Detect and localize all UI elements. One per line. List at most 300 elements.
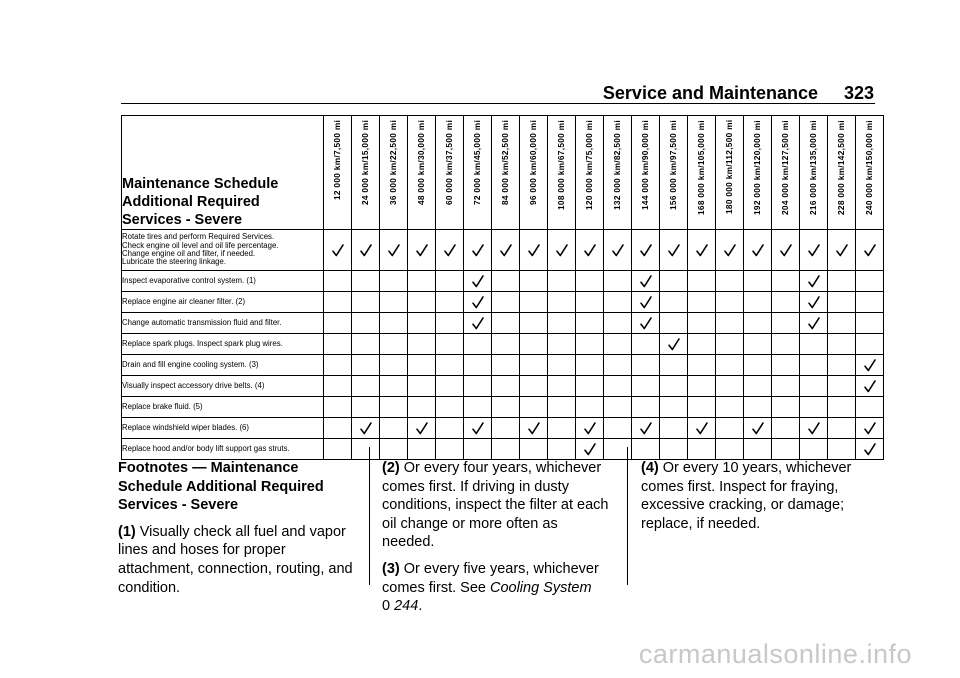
interval-label: 216 000 km/135,000 mi bbox=[808, 120, 818, 215]
checkmark-icon bbox=[828, 244, 855, 257]
schedule-cell bbox=[380, 230, 408, 271]
service-task-line: Replace spark plugs. Inspect spark plug wires. bbox=[122, 338, 283, 348]
interval-header bbox=[576, 116, 604, 230]
footnote-4 bbox=[641, 459, 873, 533]
schedule-cell bbox=[828, 397, 856, 418]
schedule-cell bbox=[464, 230, 492, 271]
checkmark-icon bbox=[800, 244, 827, 257]
schedule-cell bbox=[492, 376, 520, 397]
schedule-cell bbox=[408, 230, 436, 271]
schedule-cell bbox=[856, 418, 884, 439]
schedule-cell bbox=[464, 292, 492, 313]
interval-label: 84 000 km/52,500 mi bbox=[500, 120, 510, 206]
schedule-cell bbox=[660, 313, 688, 334]
interval-label: 48 000 km/30,000 mi bbox=[416, 120, 426, 206]
table-row bbox=[122, 230, 884, 271]
schedule-cell bbox=[408, 334, 436, 355]
schedule-cell bbox=[856, 355, 884, 376]
schedule-cell bbox=[408, 271, 436, 292]
service-task-line: Check engine oil level and oil life percentage. bbox=[122, 240, 279, 250]
checkmark-icon bbox=[856, 422, 883, 435]
interval-label: 240 000 km/150,000 mi bbox=[864, 120, 874, 215]
schedule-cell bbox=[688, 292, 716, 313]
schedule-cell bbox=[660, 334, 688, 355]
interval-header bbox=[828, 116, 856, 230]
schedule-cell bbox=[716, 439, 744, 460]
schedule-cell bbox=[772, 376, 800, 397]
checkmark-icon bbox=[632, 422, 659, 435]
schedule-cell bbox=[828, 271, 856, 292]
schedule-cell bbox=[828, 355, 856, 376]
checkmark-icon bbox=[688, 422, 715, 435]
schedule-cell bbox=[548, 355, 576, 376]
schedule-cell bbox=[464, 313, 492, 334]
schedule-cell bbox=[520, 397, 548, 418]
schedule-cell bbox=[436, 397, 464, 418]
checkmark-icon bbox=[576, 244, 603, 257]
checkmark-icon bbox=[408, 244, 435, 257]
schedule-cell bbox=[352, 376, 380, 397]
schedule-cell bbox=[380, 334, 408, 355]
schedule-cell bbox=[604, 334, 632, 355]
schedule-cell bbox=[800, 292, 828, 313]
interval-header bbox=[408, 116, 436, 230]
interval-label: 156 000 km/97,500 mi bbox=[668, 120, 678, 210]
footnote-text: Visually check all fuel and vapor lines and hoses for proper attachment, connection, routing, and condition. bbox=[118, 523, 353, 596]
schedule-cell bbox=[604, 418, 632, 439]
schedule-cell bbox=[716, 334, 744, 355]
header-rule bbox=[121, 103, 875, 104]
table-row bbox=[122, 334, 884, 355]
schedule-cell bbox=[856, 230, 884, 271]
interval-header bbox=[352, 116, 380, 230]
checkmark-icon bbox=[856, 359, 883, 372]
schedule-cell bbox=[800, 397, 828, 418]
schedule-cell bbox=[744, 376, 772, 397]
schedule-cell bbox=[380, 313, 408, 334]
schedule-cell bbox=[744, 355, 772, 376]
schedule-cell bbox=[744, 418, 772, 439]
schedule-cell bbox=[800, 439, 828, 460]
schedule-cell bbox=[520, 439, 548, 460]
schedule-cell bbox=[744, 313, 772, 334]
schedule-cell bbox=[576, 230, 604, 271]
checkmark-icon bbox=[520, 422, 547, 435]
table-title bbox=[122, 116, 324, 230]
footnote-number: (4) bbox=[641, 460, 659, 476]
schedule-cell bbox=[436, 292, 464, 313]
schedule-cell bbox=[492, 292, 520, 313]
schedule-cell bbox=[380, 439, 408, 460]
schedule-cell bbox=[604, 397, 632, 418]
schedule-body bbox=[122, 230, 884, 460]
checkmark-icon bbox=[688, 244, 715, 257]
schedule-cell bbox=[856, 397, 884, 418]
schedule-cell bbox=[548, 271, 576, 292]
schedule-cell bbox=[660, 376, 688, 397]
schedule-cell bbox=[352, 334, 380, 355]
schedule-cell bbox=[548, 418, 576, 439]
schedule-cell bbox=[492, 418, 520, 439]
schedule-cell bbox=[660, 439, 688, 460]
page-ref-arrow-icon: 0 bbox=[382, 598, 391, 615]
service-task bbox=[122, 313, 324, 334]
schedule-cell bbox=[548, 334, 576, 355]
schedule-cell bbox=[604, 376, 632, 397]
service-task bbox=[122, 230, 324, 271]
footnote-text: Or every four years, whichever comes first. If driving in dusty conditions, inspect the filter at each oil change or more often as needed. bbox=[382, 460, 609, 551]
schedule-cell bbox=[548, 439, 576, 460]
interval-label: 72 000 km/45,000 mi bbox=[472, 120, 482, 206]
schedule-cell bbox=[744, 292, 772, 313]
service-task-line: Visually inspect accessory drive belts. (4) bbox=[122, 380, 265, 390]
schedule-cell bbox=[688, 376, 716, 397]
schedule-cell bbox=[604, 230, 632, 271]
schedule-cell bbox=[492, 439, 520, 460]
table-row bbox=[122, 439, 884, 460]
schedule-cell bbox=[688, 397, 716, 418]
interval-label: 204 000 km/127,500 mi bbox=[780, 120, 790, 215]
schedule-cell bbox=[408, 313, 436, 334]
cooling-system-link[interactable]: Cooling System bbox=[489, 579, 592, 596]
checkmark-icon bbox=[800, 275, 827, 288]
schedule-cell bbox=[604, 355, 632, 376]
footnote-number: (3) bbox=[382, 560, 400, 577]
schedule-cell bbox=[856, 439, 884, 460]
schedule-cell bbox=[408, 376, 436, 397]
schedule-cell bbox=[716, 397, 744, 418]
footnote-text: Or every five years, whichever comes first. See bbox=[382, 560, 599, 596]
schedule-cell bbox=[324, 230, 352, 271]
schedule-cell bbox=[716, 230, 744, 271]
schedule-cell bbox=[744, 334, 772, 355]
schedule-cell bbox=[828, 292, 856, 313]
schedule-cell bbox=[800, 313, 828, 334]
footnotes-column-2 bbox=[382, 459, 614, 624]
schedule-cell bbox=[324, 439, 352, 460]
checkmark-icon bbox=[856, 244, 883, 257]
schedule-cell bbox=[632, 271, 660, 292]
schedule-cell bbox=[324, 355, 352, 376]
interval-header bbox=[772, 116, 800, 230]
interval-label: 192 000 km/120,000 mi bbox=[752, 120, 762, 215]
schedule-cell bbox=[520, 292, 548, 313]
interval-label: 132 000 km/82,500 mi bbox=[612, 120, 622, 210]
table-title-line: Maintenance Schedule bbox=[122, 176, 279, 192]
schedule-cell bbox=[744, 439, 772, 460]
schedule-cell bbox=[520, 334, 548, 355]
service-task-line: Change engine oil and filter, if needed. bbox=[122, 249, 256, 258]
checkmark-icon bbox=[352, 422, 379, 435]
schedule-cell bbox=[464, 418, 492, 439]
footnote-1 bbox=[118, 523, 358, 597]
service-task bbox=[122, 439, 324, 460]
schedule-cell bbox=[464, 271, 492, 292]
interval-header bbox=[324, 116, 352, 230]
table-row bbox=[122, 397, 884, 418]
schedule-cell bbox=[324, 292, 352, 313]
schedule-cell bbox=[576, 292, 604, 313]
schedule-cell bbox=[436, 230, 464, 271]
schedule-cell bbox=[408, 439, 436, 460]
schedule-cell bbox=[324, 418, 352, 439]
checkmark-icon bbox=[492, 244, 519, 257]
checkmark-icon bbox=[632, 317, 659, 330]
schedule-cell bbox=[604, 313, 632, 334]
schedule-cell bbox=[352, 397, 380, 418]
checkmark-icon bbox=[856, 380, 883, 393]
checkmark-icon bbox=[464, 275, 491, 288]
checkmark-icon bbox=[632, 296, 659, 309]
service-task-line: Replace engine air cleaner filter. (2) bbox=[122, 296, 246, 306]
schedule-cell bbox=[632, 418, 660, 439]
schedule-cell bbox=[520, 313, 548, 334]
checkmark-icon bbox=[576, 443, 603, 456]
service-task-line: Inspect evaporative control system. (1) bbox=[122, 275, 256, 285]
interval-label: 96 000 km/60,000 mi bbox=[528, 120, 538, 206]
header-title: Service and Maintenance bbox=[602, 83, 818, 103]
schedule-cell bbox=[688, 418, 716, 439]
schedule-cell bbox=[716, 313, 744, 334]
interval-header bbox=[436, 116, 464, 230]
checkmark-icon bbox=[660, 244, 687, 257]
schedule-cell bbox=[604, 271, 632, 292]
schedule-cell bbox=[632, 376, 660, 397]
schedule-cell bbox=[380, 355, 408, 376]
schedule-cell bbox=[716, 418, 744, 439]
service-task-line: Drain and fill engine cooling system. (3) bbox=[122, 359, 259, 369]
schedule-cell bbox=[436, 355, 464, 376]
schedule-cell bbox=[660, 355, 688, 376]
schedule-cell bbox=[464, 376, 492, 397]
schedule-cell bbox=[352, 439, 380, 460]
schedule-cell bbox=[856, 292, 884, 313]
schedule-cell bbox=[772, 230, 800, 271]
table-row bbox=[122, 313, 884, 334]
checkmark-icon bbox=[800, 317, 827, 330]
checkmark-icon bbox=[800, 296, 827, 309]
checkmark-icon bbox=[436, 244, 463, 257]
schedule-cell bbox=[856, 313, 884, 334]
schedule-cell bbox=[856, 271, 884, 292]
interval-label: 12 000 km/7,500 mi bbox=[332, 120, 342, 201]
page-ref-number[interactable]: 244 bbox=[394, 598, 419, 615]
schedule-cell bbox=[436, 376, 464, 397]
schedule-cell bbox=[576, 271, 604, 292]
schedule-cell bbox=[436, 334, 464, 355]
schedule-cell bbox=[856, 376, 884, 397]
schedule-cell bbox=[380, 397, 408, 418]
footnote-end: . bbox=[418, 598, 423, 615]
schedule-cell bbox=[744, 230, 772, 271]
schedule-cell bbox=[492, 313, 520, 334]
schedule-cell bbox=[520, 230, 548, 271]
checkmark-icon bbox=[632, 244, 659, 257]
schedule-cell bbox=[716, 271, 744, 292]
interval-label: 24 000 km/15,000 mi bbox=[360, 120, 370, 206]
schedule-cell bbox=[464, 397, 492, 418]
schedule-cell bbox=[688, 271, 716, 292]
schedule-cell bbox=[352, 355, 380, 376]
watermark: carmanualsonline.info bbox=[638, 639, 912, 669]
schedule-cell bbox=[744, 271, 772, 292]
checkmark-icon bbox=[352, 244, 379, 257]
schedule-cell bbox=[800, 355, 828, 376]
table-row bbox=[122, 292, 884, 313]
footnote-number: (2) bbox=[382, 460, 400, 476]
schedule-cell bbox=[408, 292, 436, 313]
interval-header bbox=[380, 116, 408, 230]
service-task-line: Lubricate the steering linkage. bbox=[122, 257, 227, 267]
column-divider bbox=[369, 447, 370, 585]
schedule-cell bbox=[772, 271, 800, 292]
schedule-cell bbox=[380, 271, 408, 292]
service-task bbox=[122, 376, 324, 397]
schedule-cell bbox=[800, 376, 828, 397]
interval-label: 228 000 km/142,500 mi bbox=[836, 120, 846, 215]
interval-header bbox=[604, 116, 632, 230]
table-row bbox=[122, 355, 884, 376]
column-divider bbox=[627, 447, 628, 585]
footnote-3 bbox=[382, 560, 614, 616]
interval-header bbox=[716, 116, 744, 230]
schedule-cell bbox=[548, 376, 576, 397]
footnotes-column-1 bbox=[118, 459, 358, 605]
schedule-cell bbox=[688, 230, 716, 271]
schedule-cell bbox=[632, 230, 660, 271]
schedule-cell bbox=[772, 418, 800, 439]
page-number: 323 bbox=[843, 83, 874, 103]
schedule-cell bbox=[380, 292, 408, 313]
schedule-cell bbox=[660, 230, 688, 271]
checkmark-icon bbox=[464, 422, 491, 435]
interval-header bbox=[744, 116, 772, 230]
schedule-cell bbox=[828, 334, 856, 355]
schedule-cell bbox=[632, 355, 660, 376]
schedule-cell bbox=[828, 418, 856, 439]
schedule-cell bbox=[800, 418, 828, 439]
schedule-cell bbox=[464, 334, 492, 355]
interval-label: 120 000 km/75,000 mi bbox=[584, 120, 594, 210]
footnotes-title: Footnotes — Maintenance Schedule Additional Required Services - Severe bbox=[118, 460, 324, 514]
interval-header bbox=[632, 116, 660, 230]
checkmark-icon bbox=[324, 244, 351, 257]
schedule-cell bbox=[352, 313, 380, 334]
schedule-cell bbox=[436, 313, 464, 334]
schedule-cell bbox=[324, 334, 352, 355]
maintenance-schedule-table bbox=[121, 115, 884, 460]
checkmark-icon bbox=[548, 244, 575, 257]
table-row bbox=[122, 376, 884, 397]
checkmark-icon bbox=[856, 443, 883, 456]
schedule-cell bbox=[520, 376, 548, 397]
schedule-cell bbox=[520, 271, 548, 292]
checkmark-icon bbox=[744, 244, 771, 257]
interval-header bbox=[800, 116, 828, 230]
footnote-text: Or every 10 years, whichever comes first. Inspect for fraying, excessive cracking, or damage; replace, if needed. bbox=[641, 460, 852, 532]
schedule-cell bbox=[408, 418, 436, 439]
schedule-cell bbox=[772, 313, 800, 334]
table-row bbox=[122, 418, 884, 439]
schedule-cell bbox=[352, 230, 380, 271]
footnote-2 bbox=[382, 459, 614, 552]
table-title-line: Additional Required bbox=[122, 194, 260, 210]
service-task bbox=[122, 271, 324, 292]
schedule-cell bbox=[380, 418, 408, 439]
schedule-cell bbox=[576, 334, 604, 355]
schedule-cell bbox=[716, 376, 744, 397]
schedule-cell bbox=[380, 376, 408, 397]
schedule-cell bbox=[688, 439, 716, 460]
service-task-line: Rotate tires and perform Required Services. bbox=[122, 232, 275, 242]
schedule-cell bbox=[772, 397, 800, 418]
service-task bbox=[122, 418, 324, 439]
schedule-cell bbox=[660, 397, 688, 418]
schedule-cell bbox=[828, 376, 856, 397]
interval-header bbox=[520, 116, 548, 230]
schedule-cell bbox=[772, 334, 800, 355]
schedule-cell bbox=[492, 355, 520, 376]
schedule-cell bbox=[772, 439, 800, 460]
schedule-cell bbox=[436, 418, 464, 439]
interval-label: 108 000 km/67,500 mi bbox=[556, 120, 566, 210]
footnote-number: (1) bbox=[118, 523, 136, 540]
schedule-cell bbox=[716, 292, 744, 313]
checkmark-icon bbox=[464, 244, 491, 257]
schedule-cell bbox=[548, 313, 576, 334]
schedule-cell bbox=[436, 439, 464, 460]
schedule-cell bbox=[632, 439, 660, 460]
checkmark-icon bbox=[464, 317, 491, 330]
checkmark-icon bbox=[800, 422, 827, 435]
interval-header bbox=[492, 116, 520, 230]
schedule-cell bbox=[324, 271, 352, 292]
service-task bbox=[122, 397, 324, 418]
schedule-cell bbox=[660, 418, 688, 439]
schedule-cell bbox=[436, 271, 464, 292]
footnotes-column-3 bbox=[641, 459, 873, 541]
schedule-cell bbox=[772, 292, 800, 313]
schedule-cell bbox=[576, 397, 604, 418]
schedule-cell bbox=[492, 230, 520, 271]
schedule-cell bbox=[464, 439, 492, 460]
checkmark-icon bbox=[744, 422, 771, 435]
schedule-cell bbox=[576, 418, 604, 439]
service-task bbox=[122, 292, 324, 313]
service-task-line: Replace brake fluid. (5) bbox=[122, 401, 203, 411]
table-row bbox=[122, 271, 884, 292]
schedule-cell bbox=[464, 355, 492, 376]
schedule-cell bbox=[548, 397, 576, 418]
schedule-cell bbox=[352, 271, 380, 292]
interval-label: 180 000 km/112,500 mi bbox=[724, 120, 734, 215]
schedule-cell bbox=[352, 292, 380, 313]
interval-label: 60 000 km/37,500 mi bbox=[444, 120, 454, 206]
schedule-cell bbox=[492, 397, 520, 418]
schedule-cell bbox=[632, 397, 660, 418]
schedule-cell bbox=[856, 334, 884, 355]
schedule-cell bbox=[660, 292, 688, 313]
service-task bbox=[122, 334, 324, 355]
schedule-cell bbox=[828, 313, 856, 334]
schedule-cell bbox=[800, 230, 828, 271]
schedule-cell bbox=[520, 355, 548, 376]
interval-header-row bbox=[122, 116, 884, 230]
schedule-cell bbox=[408, 397, 436, 418]
schedule-cell bbox=[324, 397, 352, 418]
interval-header bbox=[856, 116, 884, 230]
schedule-cell bbox=[492, 271, 520, 292]
